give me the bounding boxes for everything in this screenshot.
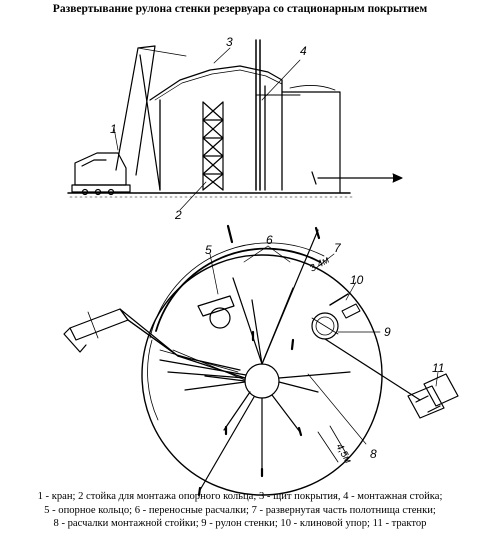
tractor (325, 339, 458, 418)
label-10: 10 (350, 273, 364, 287)
legend (0, 490, 480, 531)
label-4: 4 (300, 44, 307, 58)
diagram-title: Развертывание рулона стенки резервуара со стационарным покрытием (52, 3, 428, 15)
support-ring-column (203, 102, 223, 190)
label-8: 8 (370, 447, 377, 461)
label-7: 7 (334, 241, 341, 255)
crane (72, 46, 160, 195)
label-1: 1 (110, 122, 117, 136)
legend-line: 5 - опорное кольцо; 6 - переносные расчалки; 7 - развернутая часть полотнища стенки; (44, 504, 436, 516)
dimension-3-4m: 3,4м (308, 254, 332, 275)
label-6: 6 (266, 233, 273, 247)
legend-line: 8 - расчалки монтажной стойки; 9 - рулон стенки; 10 - клиновой упор; 11 - трактор (53, 518, 427, 530)
label-2: 2 (175, 208, 182, 222)
label-5: 5 (205, 243, 212, 257)
plan-view (64, 226, 458, 495)
side-elevation-view (68, 40, 402, 210)
legend-line: 1 - кран; 2 стойка для монтажа опорного кольца; 3 - щит покрытия, 4 - монтажная стойка; (37, 491, 443, 502)
label-11: 11 (432, 361, 445, 375)
label-9: 9 (384, 325, 391, 339)
dimension-4-5m: 4,5м (333, 442, 354, 466)
label-3: 3 (226, 35, 233, 49)
